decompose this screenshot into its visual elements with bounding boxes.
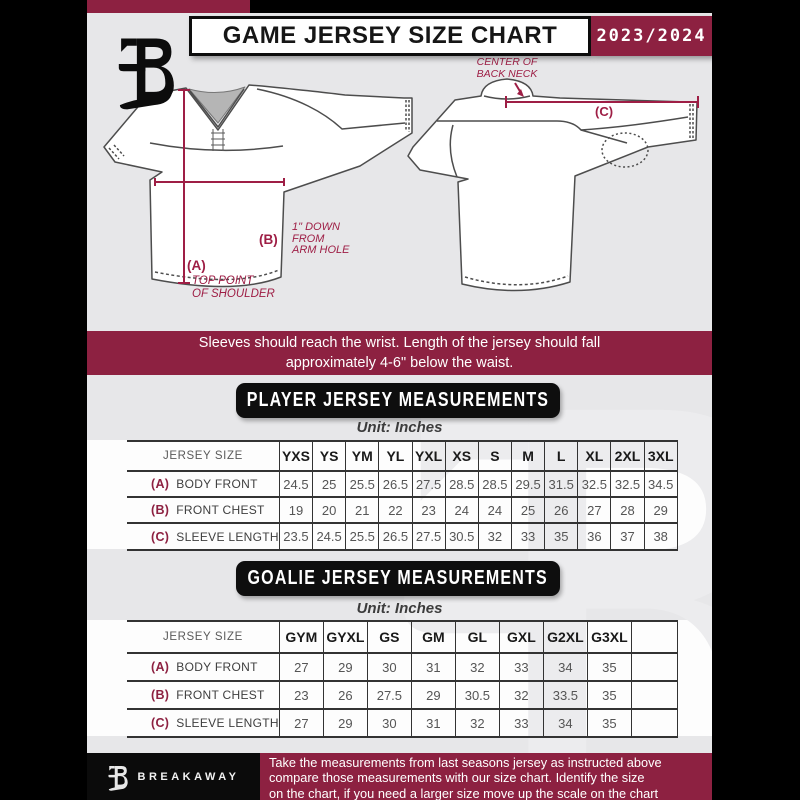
table-row: (C) SLEEVE LENGTH 27 29 30 31 32 33 34 35: [127, 709, 677, 737]
player-size: YXS: [279, 441, 312, 471]
note-c: CENTER OF BACK NECK: [476, 56, 538, 80]
goalie-unit-label: Unit: Inches: [356, 600, 443, 617]
player-size: S: [478, 441, 511, 471]
footer-instructions: [260, 753, 712, 800]
player-unit-label: Unit: Inches: [356, 419, 443, 436]
front-jersey-outline: [104, 85, 412, 287]
label-b: (B): [259, 232, 278, 247]
table-row: (A) BODY FRONT 27 29 30 31 32 33 34 35: [127, 653, 677, 681]
footer-line2: compare those measurements with our size chart. Identify the size: [269, 770, 645, 786]
note-b: 1" DOWN FROM ARM HOLE: [292, 221, 350, 256]
player-size: 2XL: [611, 441, 644, 471]
season-badge: [591, 16, 712, 56]
back-jersey-outline: [408, 79, 697, 291]
footer-brand-box: [87, 753, 260, 800]
goalie-size: G3XL: [587, 621, 631, 653]
page: [87, 0, 712, 800]
footer-line1: Take the measurements from last seasons jersey as instructed above: [269, 755, 662, 770]
player-size: YL: [379, 441, 412, 471]
player-section-banner: [236, 383, 560, 418]
player-measurements-table: [127, 440, 678, 551]
player-size: YS: [313, 441, 346, 471]
goalie-size: GM: [411, 621, 455, 653]
player-size: YM: [346, 441, 379, 471]
goalie-section-banner: [236, 561, 560, 596]
goalie-size: GYXL: [323, 621, 367, 653]
goalie-size: GL: [455, 621, 499, 653]
footer-line3: on the chart, if you need a larger size move up the scale on the chart: [269, 785, 659, 800]
goalie-size-header: JERSEY SIZE: [127, 621, 279, 653]
player-size: M: [511, 441, 544, 471]
player-size: L: [545, 441, 578, 471]
goalie-section-title: GOALIE JERSEY MEASUREMENTS: [247, 567, 549, 589]
title-bar: [189, 16, 591, 56]
top-accent-tab: [87, 0, 250, 13]
player-size: 3XL: [644, 441, 677, 471]
table-row: (C) SLEEVE LENGTH 23.5 24.5 25.5 26.5 27.5 30.5 32 33 35 36 37 38: [127, 523, 677, 550]
breakaway-footer-logo-icon: [108, 763, 130, 791]
note-a: TOP POINT OF SHOULDER: [192, 275, 275, 300]
player-section-title: PLAYER JERSEY MEASUREMENTS: [246, 389, 550, 411]
breakaway-logo-icon: [111, 30, 187, 110]
table-row: (B) FRONT CHEST 19 20 21 22 23 24 24 25 26 27 28 29: [127, 497, 677, 523]
goalie-size-empty: [631, 621, 677, 653]
top-border: [87, 0, 712, 13]
goalie-size: GYM: [279, 621, 323, 653]
fit-note-line1: Sleeves should reach the wrist. Length of the jersey should fall: [198, 335, 601, 351]
goalie-measurements-table: [127, 620, 678, 738]
page-title: GAME JERSEY SIZE CHART: [222, 22, 558, 49]
season-label: 2023/2024: [596, 26, 707, 46]
player-size: XL: [578, 441, 611, 471]
player-size: XS: [445, 441, 478, 471]
fit-note-banner: [87, 331, 712, 375]
goalie-size: GS: [367, 621, 411, 653]
label-c: (C): [595, 104, 614, 119]
label-a: (A): [187, 258, 206, 273]
fit-note-line2: approximately 4-6" below the waist.: [285, 355, 514, 371]
goalie-size: G2XL: [543, 621, 587, 653]
footer-brand-name: BREAKAWAY: [137, 770, 240, 783]
player-size: YXL: [412, 441, 445, 471]
table-row: (B) FRONT CHEST 23 26 27.5 29 30.5 32 33.5 35: [127, 681, 677, 709]
table-row: (A) BODY FRONT 24.5 25 25.5 26.5 27.5 28.5 28.5 29.5 31.5 32.5 32.5 34.5: [127, 471, 677, 497]
goalie-size: GXL: [499, 621, 543, 653]
player-size-header: JERSEY SIZE: [127, 441, 279, 471]
